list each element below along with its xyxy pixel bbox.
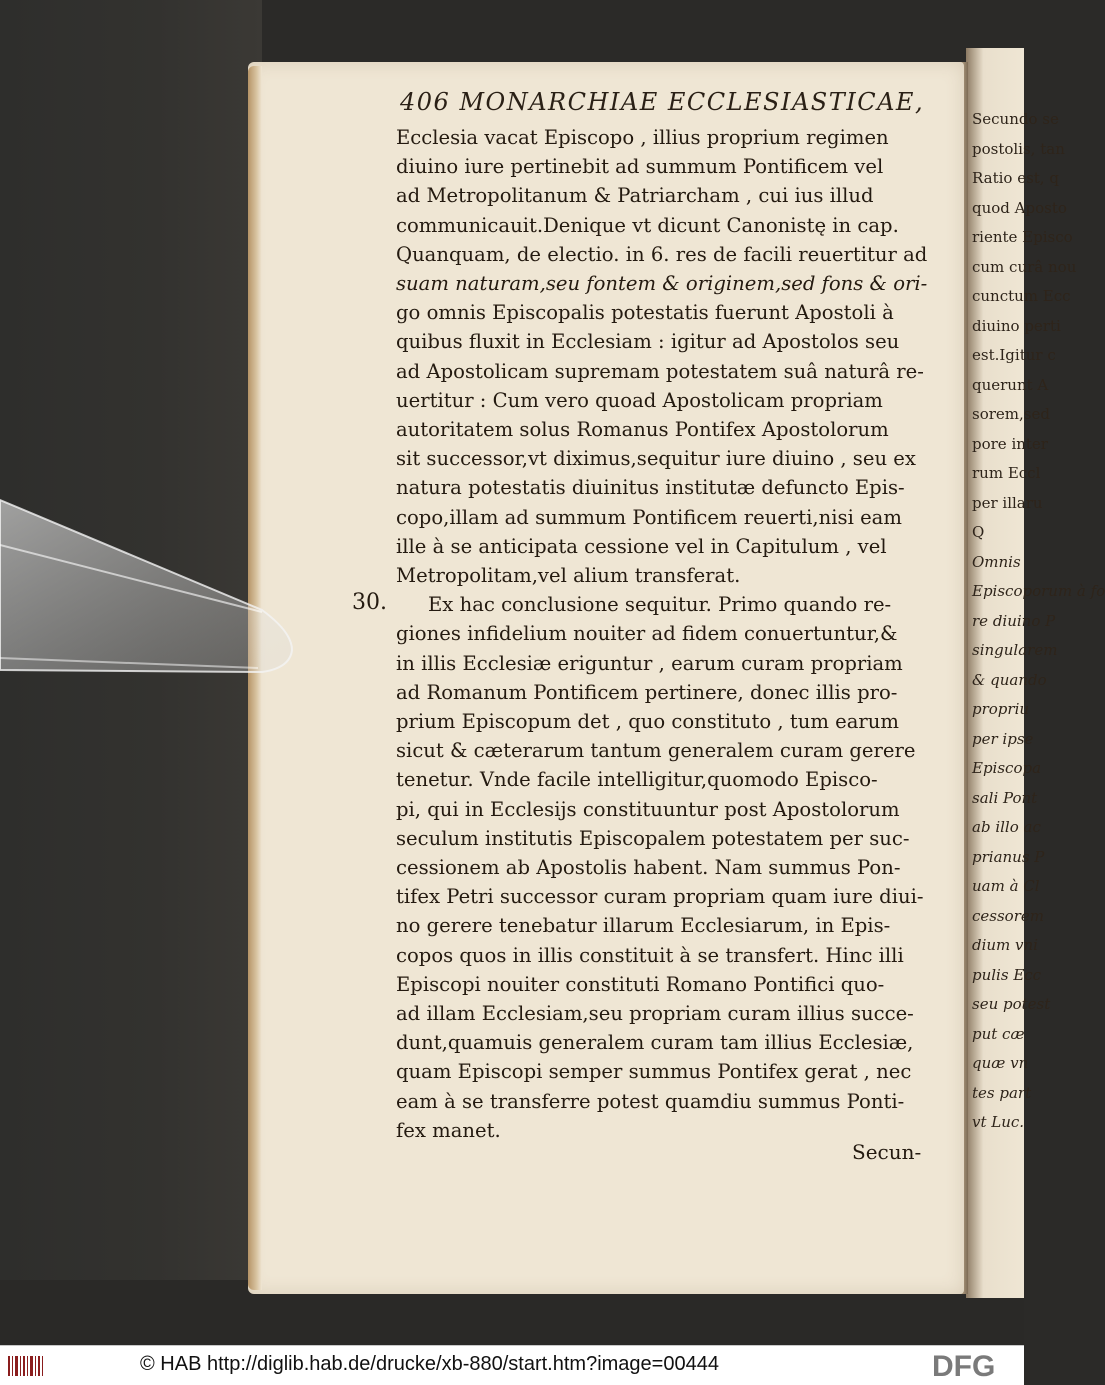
text-line: ad Romanum Pontificem pertinere, donec illis pro-	[396, 680, 898, 704]
facing-page-fragment	[966, 48, 1105, 1298]
margin-number: 30.	[352, 590, 387, 615]
running-header: 406 MONARCHIAE ECCLESIASTICAE,	[400, 88, 925, 116]
facing-text-fragment: Omnis	[972, 552, 1021, 571]
text-line: sit successor,vt diximus,sequitur iure diuino , seu ex	[396, 447, 916, 471]
text-line: giones infidelium nouiter ad fidem conuertuntur,&	[396, 622, 898, 646]
facing-text-fragment: querunt A	[972, 375, 1049, 394]
facing-text-fragment: vt Luc.	[972, 1113, 1025, 1131]
facing-text-fragment: per ipse	[972, 729, 1034, 748]
facing-text-fragment: cunctum Ecc	[972, 287, 1071, 305]
text-line: Ecclesia vacat Episcopo , illius proprium regimen	[396, 126, 889, 149]
text-line: cessionem ab Apostolis habent. Nam summus Pon-	[396, 856, 901, 879]
text-line: no gerere tenebatur illarum Ecclesiarum, in Epis-	[396, 914, 891, 938]
facing-text-fragment: Q	[972, 523, 985, 541]
facing-text-fragment: quæ vn	[972, 1054, 1029, 1072]
copyright-link[interactable]: © HAB http://diglib.hab.de/drucke/xb-880/start.htm?image=00444	[140, 1353, 719, 1375]
text-line: quam Episcopi semper summus Pontifex gerat , nec	[396, 1060, 912, 1084]
text-line: ille à se anticipata cessione vel in Capitulum , vel	[396, 534, 887, 558]
glass-page-holder	[0, 490, 300, 710]
text-line: seculum institutis Episcopalem potestatem per suc-	[396, 826, 910, 850]
text-line: in illis Ecclesiæ eriguntur , earum curam propriam	[396, 651, 903, 675]
text-line: sicut & cæterarum tantum generalem curam gerere	[396, 739, 916, 763]
svg-text:DFG: DFG	[932, 1350, 996, 1383]
facing-text-fragment: sorem,sed	[972, 405, 1050, 423]
text-line: communicauit.Denique vt dicunt Canonistę in cap.	[396, 213, 899, 237]
text-line: ad illam Ecclesiam,seu propriam curam illius succe-	[396, 1002, 914, 1025]
facing-text-fragment: propriu	[972, 700, 1030, 718]
facing-text-fragment: prianus P	[972, 847, 1045, 866]
text-line: go omnis Episcopalis potestatis fuerunt Apostoli à	[396, 301, 894, 325]
text-line: suam naturam,seu fontem & originem,sed fons & ori-	[396, 272, 928, 295]
facing-text-fragment: est.Igitur c	[972, 346, 1056, 364]
catchword: Secun-	[852, 1140, 922, 1164]
facing-text-fragment: Secundo se	[972, 110, 1059, 128]
facing-text-fragment: quod Aposto	[972, 198, 1067, 217]
facing-text-fragment: & quando	[972, 670, 1047, 689]
facing-text-fragment: singularem	[972, 641, 1058, 659]
facing-text-fragment: put cæ	[972, 1024, 1025, 1043]
text-line: uertitur : Cum vero quoad Apostolicam propriam	[396, 388, 883, 412]
text-line: Metropolitam,vel alium transferat.	[396, 564, 741, 587]
text-line: Quanquam, de electio. in 6. res de facili reuertitur ad	[396, 242, 928, 266]
facing-text-fragment: uam à Cl	[972, 877, 1040, 895]
facing-text-fragment: tes part	[972, 1083, 1032, 1102]
text-line: ad Metropolitanum & Patriarcham , cui ius illud	[396, 184, 874, 208]
facing-text-fragment: pulis Ecc	[972, 965, 1042, 984]
facing-text-fragment: ab illo ac	[972, 818, 1041, 836]
text-line: tifex Petri successor curam propriam quam iure diui-	[396, 885, 924, 909]
text-line: ad Apostolicam supremam potestatem suâ naturâ re-	[396, 359, 924, 383]
text-line: pi, qui in Ecclesijs constituuntur post Apostolorum	[396, 797, 900, 821]
text-line: tenetur. Vnde facile intelligitur,quomodo Episco-	[396, 768, 878, 792]
text-line: natura potestatis diuinitus institutæ defuncto Epis-	[396, 476, 905, 500]
facing-text-fragment: Episcopa	[972, 759, 1042, 777]
text-line: prium Episcopum det , quo constituto , tum earum	[396, 710, 899, 733]
facing-text-fragment: rum Eccl	[972, 464, 1041, 482]
facing-text-fragment: per illaru	[972, 493, 1043, 512]
footer-bar	[0, 1345, 1024, 1385]
text-line: Ex hac conclusione sequitur. Primo quando re-	[428, 593, 892, 617]
text-line: diuino iure pertinebit ad summum Pontificem vel	[396, 155, 884, 179]
facing-text-fragment: Ratio est, q	[972, 169, 1059, 187]
facing-text-fragment: dium vni	[972, 936, 1038, 954]
facing-text-fragment: seu potest	[972, 995, 1051, 1013]
facing-text-fragment: pore inter	[972, 434, 1048, 453]
text-line: dunt,quamuis generalem curam tam illius Ecclesiæ,	[396, 1031, 914, 1055]
text-line: Episcopi nouiter constituti Romano Pontifici quo-	[396, 972, 885, 996]
facing-text-fragment: diuino perti	[972, 316, 1061, 335]
barcode-icon	[8, 1354, 44, 1378]
facing-text-fragment: re diuino P	[972, 611, 1056, 630]
text-line: quibus fluxit in Ecclesiam : igitur ad Apostolos seu	[396, 330, 900, 354]
facing-text-fragment: riente Episco	[972, 228, 1073, 246]
facing-text-fragment: Episcoporum à fo	[972, 582, 1105, 600]
facing-text-fragment: postolis, tan	[972, 139, 1065, 158]
facing-text-fragment: cum curâ nou	[972, 257, 1077, 276]
dfg-logo	[930, 1349, 1018, 1381]
text-line: copo,illam ad summum Pontificem reuerti,nisi eam	[396, 505, 902, 529]
text-line: autoritatem solus Romanus Pontifex Apostolorum	[396, 418, 889, 441]
facing-text-fragment: sali Pont	[972, 788, 1038, 807]
text-line: copos quos in illis constituit à se transfert. Hinc illi	[396, 943, 904, 967]
text-line: eam à se transferre potest quamdiu summus Ponti-	[396, 1089, 905, 1113]
facing-text-fragment: cessorem	[972, 906, 1044, 925]
text-line: fex manet.	[396, 1118, 501, 1142]
